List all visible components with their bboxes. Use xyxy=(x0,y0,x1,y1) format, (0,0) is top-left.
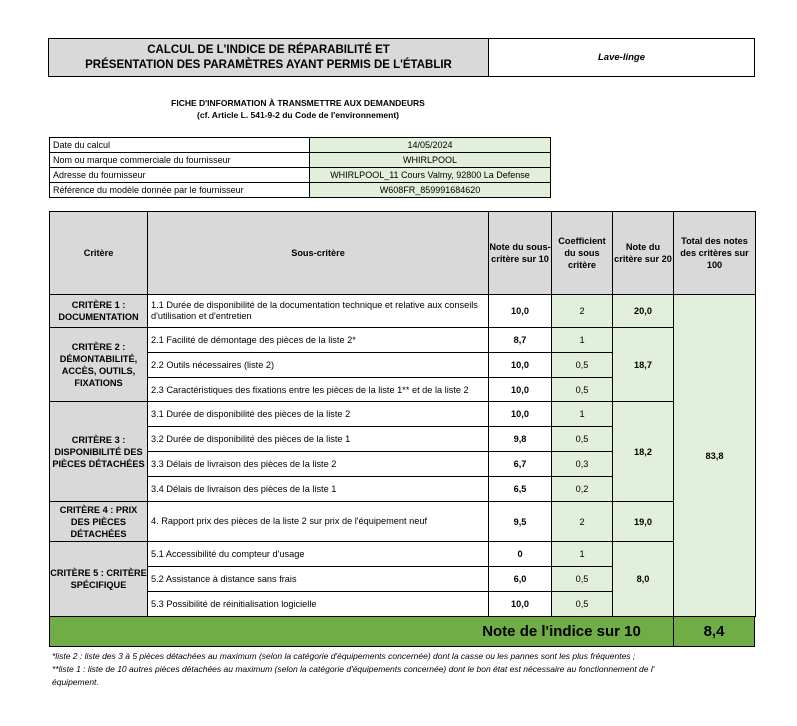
criterion-score: 20,0 xyxy=(613,295,674,328)
info-label: Date du calcul xyxy=(50,138,310,153)
product-type: Lave-linge xyxy=(598,52,645,63)
sub-criterion-coef: 1 xyxy=(552,542,613,567)
info-row-date xyxy=(50,138,551,153)
sub-criterion-coef: 0,5 xyxy=(552,592,613,617)
table-row xyxy=(50,502,756,542)
final-score-label: Note de l'indice sur 10 xyxy=(482,623,641,640)
header-total: Total des notes des critères sur 100 xyxy=(674,212,756,295)
sub-criterion-label: 2.1 Facilité de démontage des pièces de la liste 2* xyxy=(148,328,489,353)
supplier-info-table xyxy=(49,137,551,198)
sub-criterion-note: 9,8 xyxy=(489,427,552,452)
header-sous-critere: Sous-critère xyxy=(148,212,489,295)
sub-criterion-label: 3.3 Délais de livraison des pièces de la liste 2 xyxy=(148,452,489,477)
header-critere: Critère xyxy=(50,212,148,295)
info-label: Référence du modèle donnée par le fournisseur xyxy=(50,183,310,198)
sub-criterion-coef: 1 xyxy=(552,328,613,353)
sub-criterion-note: 6,7 xyxy=(489,452,552,477)
footnote-list-1: **liste 1 : liste de 10 autres pièces détachées au maximum (selon la catégorie d'équipements concernée) dont le bon état est nécessaire au fonctionnement de l' xyxy=(52,664,655,674)
criterion-name: CRITÈRE 4 : PRIX DES PIÈCES DÉTACHÉES xyxy=(50,502,148,542)
sub-criterion-note: 6,0 xyxy=(489,567,552,592)
final-score-number: 8,4 xyxy=(703,623,725,640)
info-value: 14/05/2024 xyxy=(310,138,551,153)
sub-criterion-coef: 0,3 xyxy=(552,452,613,477)
sub-criterion-coef: 0,5 xyxy=(552,427,613,452)
sub-criterion-note: 0 xyxy=(489,542,552,567)
info-label: Adresse du fournisseur xyxy=(50,168,310,183)
repairability-table xyxy=(49,211,756,617)
sub-criterion-note: 10,0 xyxy=(489,295,552,328)
sub-criterion-label: 3.2 Durée de disponibilité des pièces de la liste 1 xyxy=(148,427,489,452)
criterion-name: CRITÈRE 1 : DOCUMENTATION xyxy=(50,295,148,328)
sub-criterion-note: 8,7 xyxy=(489,328,552,353)
header-note-sous-critere: Note du sous-critère sur 10 xyxy=(489,212,552,295)
sub-criterion-note: 10,0 xyxy=(489,353,552,378)
table-row xyxy=(50,542,756,567)
sub-criterion-note: 6,5 xyxy=(489,477,552,502)
header-row xyxy=(50,212,756,295)
sub-criterion-note: 10,0 xyxy=(489,592,552,617)
sub-criterion-coef: 0,5 xyxy=(552,353,613,378)
sub-criterion-label: 2.2 Outils nécessaires (liste 2) xyxy=(148,353,489,378)
sub-criterion-label: 5.1 Accessibilité du compteur d'usage xyxy=(148,542,489,567)
title-line-2: PRÉSENTATION DES PARAMÈTRES AYANT PERMIS DE L'ÉTABLIR xyxy=(85,58,452,71)
footnote-list-1-cont: équipement. xyxy=(52,677,99,687)
criterion-name: CRITÈRE 5 : CRITÈRE SPÉCIFIQUE xyxy=(50,542,148,617)
info-label: Nom ou marque commerciale du fournisseur xyxy=(50,153,310,168)
header-note-critere: Note du critère sur 20 xyxy=(613,212,674,295)
criterion-score: 18,7 xyxy=(613,328,674,402)
info-value: WHIRLPOOL_11 Cours Valmy, 92800 La Defense xyxy=(310,168,551,183)
table-row xyxy=(50,295,756,328)
sub-criterion-note: 9,5 xyxy=(489,502,552,542)
product-box xyxy=(488,38,755,77)
sub-criterion-coef: 2 xyxy=(552,295,613,328)
sub-criterion-label: 4. Rapport prix des pièces de la liste 2 sur prix de l'équipement neuf xyxy=(148,502,489,542)
info-row-model xyxy=(50,183,551,198)
info-value: WHIRLPOOL xyxy=(310,153,551,168)
sub-criterion-note: 10,0 xyxy=(489,378,552,402)
final-score-bar xyxy=(49,616,755,647)
subtitle-line-1: FICHE D'INFORMATION À TRANSMETTRE AUX DEMANDEURS xyxy=(171,98,425,108)
criterion-name: CRITÈRE 3 : DISPONIBILITÉ DES PIÈCES DÉTACHÉES xyxy=(50,402,148,502)
total-score-100: 83,8 xyxy=(674,295,756,617)
title-line-1: CALCUL DE L'INDICE DE RÉPARABILITÉ ET xyxy=(147,43,390,56)
sub-criterion-note: 10,0 xyxy=(489,402,552,427)
criterion-score: 8,0 xyxy=(613,542,674,617)
sub-criterion-label: 3.1 Durée de disponibilité des pièces de la liste 2 xyxy=(148,402,489,427)
sub-criterion-coef: 0,5 xyxy=(552,378,613,402)
sub-criterion-label: 5.2 Assistance à distance sans frais xyxy=(148,567,489,592)
header-coefficient: Coefficient du sous critère xyxy=(552,212,613,295)
sub-criterion-label: 1.1 Durée de disponibilité de la documentation technique et relative aux conseils d'utilisation et d'entretien xyxy=(148,295,489,328)
info-row-address xyxy=(50,168,551,183)
footnote-list-2: *liste 2 : liste des 3 à 5 pièces détachées au maximum (selon la catégorie d'équipements concernée) dont la casse ou les pannes sont les plus fréquentes ; xyxy=(52,651,636,661)
info-value: W608FR_859991684620 xyxy=(310,183,551,198)
subtitle-line-2: (cf. Article L. 541-9-2 du Code de l'environnement) xyxy=(197,110,399,120)
criterion-name: CRITÈRE 2 : DÉMONTABILITÉ, ACCÈS, OUTILS, FIXATIONS xyxy=(50,328,148,402)
title-box xyxy=(48,38,489,77)
table-row xyxy=(50,328,756,353)
table-row xyxy=(50,402,756,427)
sub-criterion-coef: 1 xyxy=(552,402,613,427)
final-score-value xyxy=(673,617,754,646)
criterion-score: 18,2 xyxy=(613,402,674,502)
sub-criterion-label: 5.3 Possibilité de réinitialisation logicielle xyxy=(148,592,489,617)
criterion-score: 19,0 xyxy=(613,502,674,542)
sub-criterion-coef: 0,5 xyxy=(552,567,613,592)
subtitle xyxy=(48,95,548,123)
sub-criterion-coef: 2 xyxy=(552,502,613,542)
info-row-brand xyxy=(50,153,551,168)
sub-criterion-coef: 0,2 xyxy=(552,477,613,502)
sub-criterion-label: 2.3 Caractéristiques des fixations entre les pièces de la liste 1** et de la liste 2 xyxy=(148,378,489,402)
sub-criterion-label: 3.4 Délais de livraison des pièces de la liste 1 xyxy=(148,477,489,502)
